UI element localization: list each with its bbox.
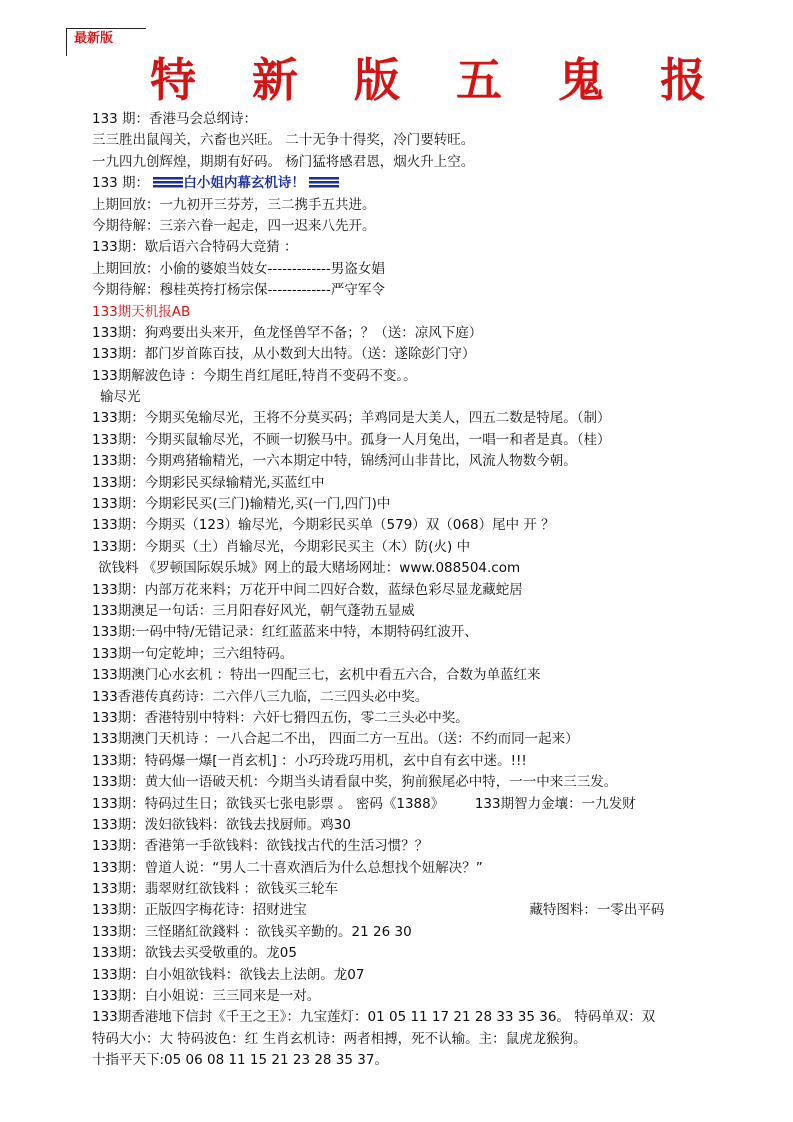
text-line: 特码大小：大 特码波色：红 生肖玄机诗：两者相搏，死不认输。主：鼠虎龙猴狗。	[92, 1030, 587, 1047]
xiaojie-poem-title: 白小姐内幕玄机诗！	[183, 175, 305, 192]
issue-label: 133 期：	[92, 175, 150, 192]
text-line: 十指平天下:05 06 08 11 15 21 23 28 35 37。	[92, 1052, 388, 1069]
text-line: 133期一句定乾坤；三六组特码。	[92, 645, 294, 662]
text-line	[92, 173, 792, 194]
text-line: 133期：歇后语六合特码大竞猜 ：	[92, 239, 298, 256]
text-line: 133期解波色诗 ：今期生肖红尾旺,特肖不变码不变。。	[92, 367, 417, 384]
text-line: 上期回放：一九初开三芬芳，三二携手五共进。	[92, 196, 376, 213]
text-line: 133期：香港第一手欲钱料：欲钱找古代的生活习惯？？	[92, 838, 429, 855]
text-line: 133期：今期买（123）输尽光，今期彩民买单（579）双（068）尾中 开 ？	[92, 517, 555, 534]
text-line: 133期：曾道人说：“男人二十喜欢酒后为什么总想找个妞解决？”	[92, 859, 483, 876]
text-line: 133期：今期彩民买绿输精光,买蓝红中	[92, 474, 325, 491]
text-line: 133期澳门天机诗 ：一八合起二不出， 四面二方一互出。（送：不约而同一起来）	[92, 731, 579, 748]
text-line: 133期：特码爆一爆[一肖玄机] ：小巧玲珑巧用机，玄中自有玄中迷。!!!	[92, 752, 527, 769]
content-lines	[92, 109, 792, 1072]
text-line: 133期：白小姐欲钱料：欲钱去上法朗。龙07	[92, 966, 365, 983]
text-line: 一九四九创辉煌，期期有好码。 杨门猛将感君恩，烟火升上空。	[92, 153, 475, 170]
text-line: 133期香港地下信封《千王之王》：九宝莲灯：01 05 11 17 21 28 33 35 36。 特码单双：双	[92, 1009, 656, 1026]
birthday-clue: 133期：特码过生日；欲钱买七张电影票 。 密码《1388》	[92, 795, 445, 812]
text-line: 133期：泼妇欲钱料：欲钱去找厨师。鸡30	[92, 816, 351, 833]
text-line	[92, 900, 792, 921]
section-heading: 133期天机报AB	[92, 303, 191, 320]
text-line: 133期：香港特别中特料：六奸七猾四五伤，零二三头必中奖。	[92, 709, 469, 726]
wisdom-clue: 133期智力金壤：一九发财	[474, 795, 636, 812]
text-line: 三三胜出鼠闯关，六畜也兴旺。 二十无争十得奖，冷门要转旺。	[92, 132, 475, 149]
edition-badge: 最新版	[66, 28, 146, 56]
page-title: 特 新 版 五 鬼 报	[150, 53, 727, 107]
text-line: 133期：今期买兔输尽光，王将不分莫买码；羊鸡同是大美人，四五二数是特尾。（制）	[92, 410, 611, 427]
flag-icon	[153, 176, 183, 188]
text-line: 133期：三怪賭紅欲錢料 ：欲钱买辛勤的。21 26 30	[92, 923, 412, 940]
flag-icon	[309, 176, 339, 188]
text-line: 133期：欲钱去买受敬重的。龙05	[92, 945, 297, 962]
text-line: 133期：今期彩民买(三门)输精光,买(一门,四门)中	[92, 496, 391, 513]
text-line: 133香港传真药诗：二六伴八三九临，二三四头必中奖。	[92, 688, 429, 705]
text-line: 133期:一码中特/无错记录：红红蓝蓝来中特，本期特码红波开、	[92, 624, 478, 641]
text-line: 133期澳门心水玄机 ：特出一四配三七，玄机中看五六合，合数为单蓝红来	[92, 667, 541, 684]
text-line: 133期：今期买鼠输尽光，不顾一切猴马中。孤身一人月兔出，一唱一和者是真。（桂）	[92, 431, 611, 448]
text-line: 133期澳足一句话：三月阳春好风光，朝气蓬勃五显威	[92, 602, 415, 619]
text-line: 欲钱料 《罗顿国际娱乐城》网上的最大赌场网址：www.088504.com	[98, 560, 521, 577]
text-line: 133 期：香港马会总纲诗：	[92, 111, 258, 127]
text-line: 133期：翡翠财红欲钱料 ：欲钱买三轮车	[92, 881, 339, 898]
section-heading: 输尽光	[100, 389, 141, 406]
text-line	[92, 794, 792, 815]
text-line: 上期回放：小偷的婆娘当妓女-------------男盗女娼	[92, 260, 385, 277]
hidden-chart-clue: 藏特图料：一零出平码	[529, 902, 665, 919]
text-line: 133期：今期鸡猪输精光，一六本期定中特，锦绣河山非昔比，风流人物数今朝。	[92, 453, 577, 470]
text-line: 133期：狗鸡要出头来开，鱼龙怪兽罕不备；？（送：凉风下庭）	[92, 324, 483, 341]
text-line: 133期：白小姐说：三三同来是一对。	[92, 988, 321, 1005]
text-line: 今期待解：三亲六眷一起走，四一迟来八先开。	[92, 217, 376, 234]
text-line: 133期：今期买（土）肖输尽光，今期彩民买主（木）防(火) 中	[92, 538, 471, 555]
text-line: 133期：内部万花来料；万花开中间二四好合数，蓝绿色彩尽显龙藏蛇居	[92, 581, 523, 598]
text-line: 今期待解：穆桂英挎打杨宗保-------------严守军令	[92, 282, 385, 299]
plum-poem: 133期：正版四字梅花诗：招财进宝	[92, 902, 307, 919]
text-line: 133期：都门岁首陈百技，从小数到大出特。（送：遂除彭门守）	[92, 346, 476, 363]
text-line: 133期：黄大仙一语破天机：今期当头请看鼠中奖，狗前猴尾必中特，一一中来三三发。	[92, 774, 618, 791]
